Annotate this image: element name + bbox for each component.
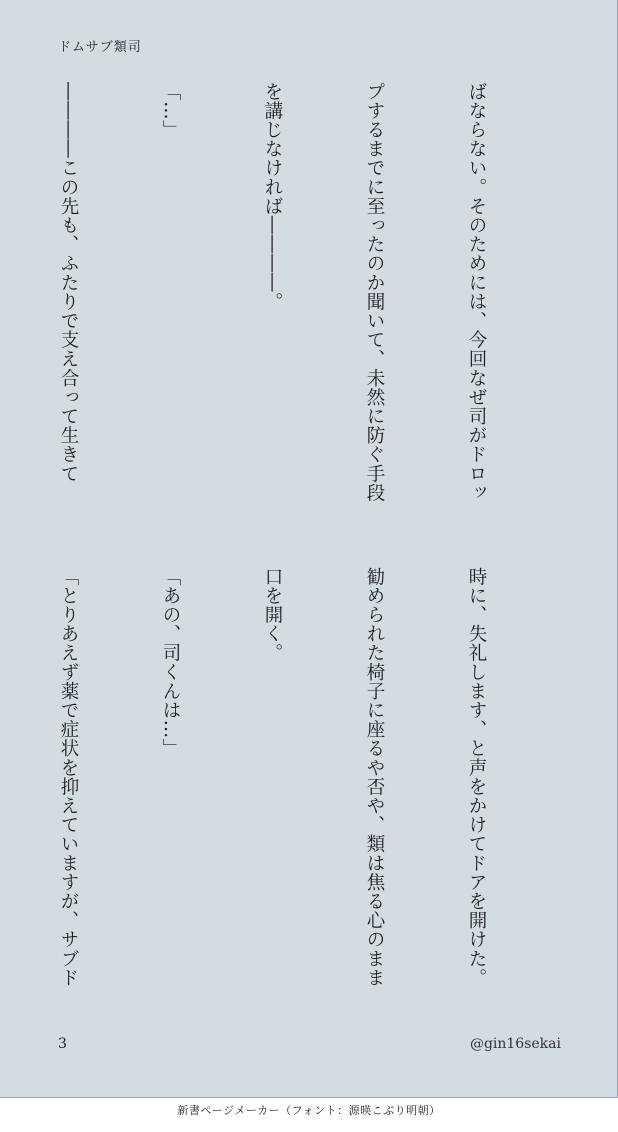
text-line: プするまでに至ったのか聞いて、未然に防ぐ手段: [364, 82, 385, 503]
text-line: 「あの、司くんは…」: [160, 567, 181, 758]
page-header-title: ドムサブ類司: [58, 40, 142, 55]
author-handle: @gin16sekai: [469, 1036, 561, 1052]
text-line: ばならない。そのためには、今回なぜ司がドロッ: [466, 82, 487, 503]
text-line: 口を開く。: [262, 567, 283, 663]
text-line: 勧められた椅子に座るや否や、類は焦る心のまま: [364, 567, 385, 988]
text-line: を講じなければ――――。: [262, 82, 283, 312]
text-line: 時に、失礼します、と声をかけてドアを開けた。: [466, 567, 487, 988]
page-number: 3: [58, 1036, 67, 1052]
text-line: 「…」: [160, 82, 181, 140]
text-line: ――――この先も、ふたりで支え合って生きて: [58, 82, 79, 484]
text-block-top: [0, 82, 561, 532]
text-block-bottom: [0, 567, 561, 1017]
text-line: 「とりあえず薬で症状を抑えていますが、サブド: [58, 567, 79, 988]
footer-credit: 新書ページメーカー（フォント：源暎こぶり明朝）: [177, 1104, 441, 1117]
